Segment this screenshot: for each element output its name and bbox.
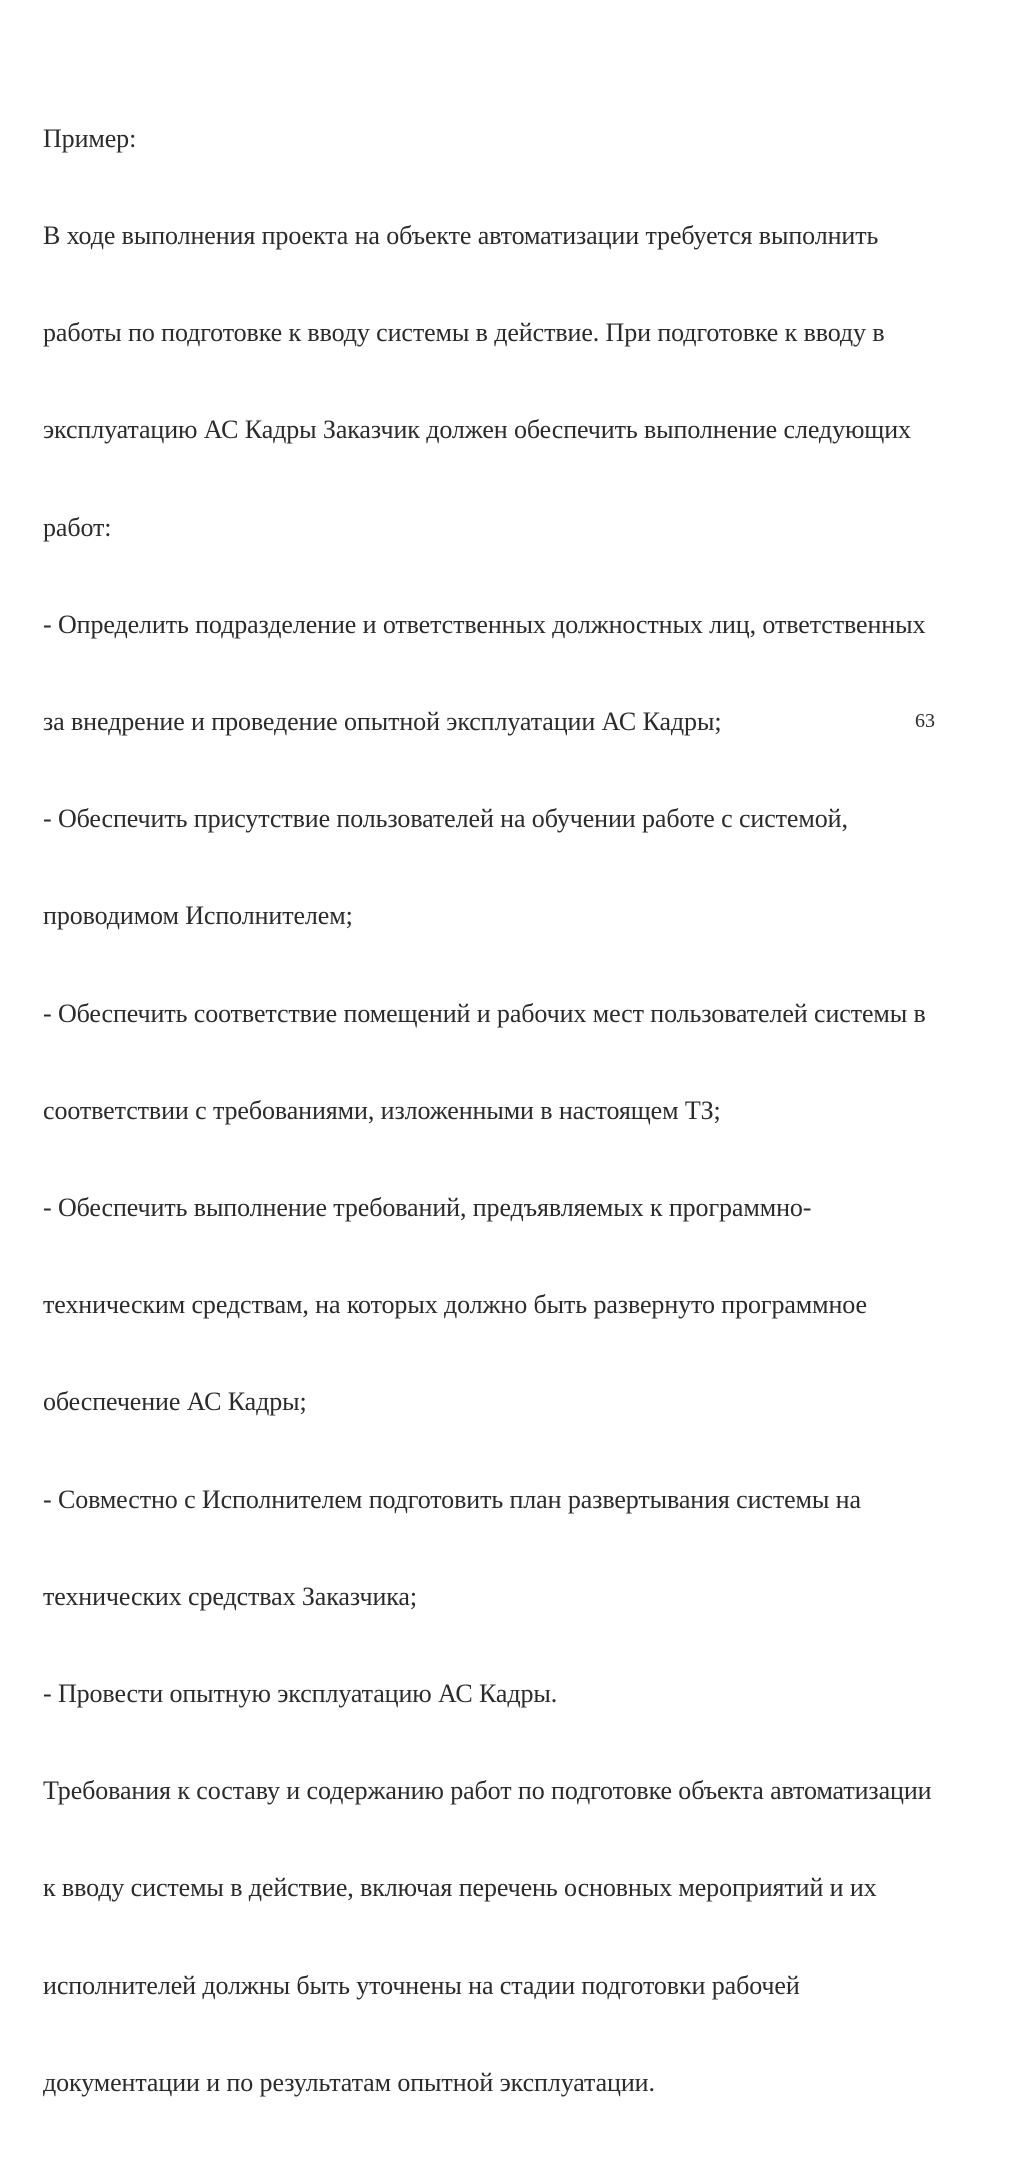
text-line: Требования к составу и содержанию работ по подготовке объекта автоматизации — [43, 1776, 932, 1806]
text-line: за внедрение и проведение опытной эксплуатации АС Кадры; — [43, 707, 722, 737]
text-line: технических средствах Заказчика; — [43, 1581, 417, 1611]
text-line: - Обеспечить соответствие помещений и рабочих мест пользователей системы в — [43, 998, 926, 1028]
text-line: - Провести опытную эксплуатацию АС Кадры. — [43, 1679, 558, 1709]
text-line: исполнителей должны быть уточнены на стадии подготовки рабочей — [43, 1970, 800, 2000]
text-line: Пример: — [43, 123, 137, 153]
text-line: работы по подготовке к вводу системы в действие. При подготовке к вводу в — [43, 318, 885, 348]
text-line: соответствии с требованиями, изложенными в настоящем ТЗ; — [43, 1095, 721, 1125]
text-line: В ходе выполнения проекта на объекте автоматизации требуется выполнить — [43, 221, 879, 251]
text-line: эксплуатацию АС Кадры Заказчик должен обеспечить выполнение следующих — [43, 415, 911, 445]
text-line: работ: — [43, 512, 112, 542]
text-line: - Определить подразделение и ответственных должностных лиц, ответственных — [43, 609, 926, 639]
text-line: - Совместно с Исполнителем подготовить план развертывания системы на — [43, 1484, 861, 1514]
text-line: - Обеспечить присутствие пользователей на обучении работе с системой, — [43, 804, 848, 834]
page-number: 63 — [915, 710, 935, 732]
text-line: обеспечение АС Кадры; — [43, 1387, 307, 1417]
text-line: документации и по результатам опытной эксплуатации. — [43, 2067, 655, 2097]
text-line: техническим средствам, на которых должно быть развернуто программное — [43, 1290, 867, 1320]
text-line: к вводу системы в действие, включая перечень основных мероприятий и их — [43, 1873, 877, 1903]
text-line: - Обеспечить выполнение требований, предъявляемых к программно- — [43, 1193, 812, 1223]
slide-body-text — [43, 58, 1003, 2164]
text-line: проводимом Исполнителем; — [43, 901, 353, 931]
